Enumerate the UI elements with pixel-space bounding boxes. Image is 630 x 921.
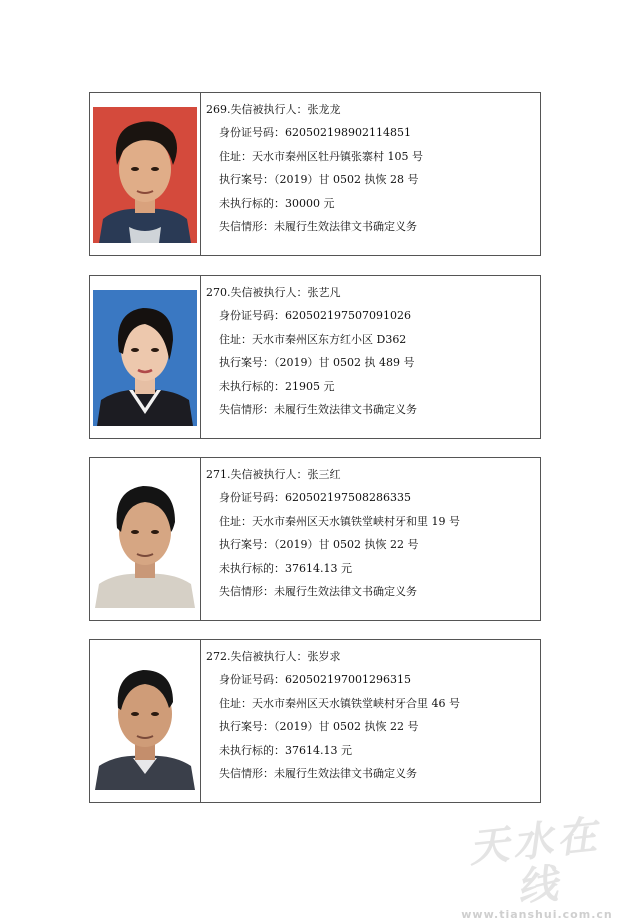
id-number: 身份证号码：620502197508286335	[219, 491, 411, 505]
id-number: 身份证号码：620502197001296315	[219, 673, 411, 687]
portrait-icon	[93, 654, 197, 790]
default-status: 失信情形：未履行生效法律文书确定义务	[219, 584, 417, 598]
unpaid-amount: 未执行标的：30000 元	[219, 196, 335, 210]
record-card	[89, 275, 541, 439]
person-photo	[93, 107, 197, 243]
watermark-logo: 天水在线	[466, 812, 603, 912]
unpaid-amount: 未执行标的：37614.13 元	[219, 561, 352, 575]
record-title: 269.失信被执行人：张龙龙	[206, 103, 341, 116]
portrait-icon	[93, 107, 197, 243]
case-number: 执行案号：（2019）甘 0502 执 489 号	[219, 356, 415, 370]
default-status: 失信情形：未履行生效法律文书确定义务	[219, 766, 417, 780]
address: 住址：天水市秦州区天水镇铁堂峡村牙和里 19 号	[219, 514, 460, 528]
record-title: 270.失信被执行人：张艺凡	[206, 286, 341, 299]
record-info	[206, 648, 460, 788]
address: 住址：天水市秦州区东方红小区 D362	[219, 332, 407, 346]
person-photo	[93, 290, 197, 426]
person-photo	[93, 472, 197, 608]
address: 住址：天水市秦州区天水镇铁堂峡村牙合里 46 号	[219, 696, 460, 710]
photo-cell	[90, 276, 201, 438]
record-info	[206, 466, 460, 606]
id-number: 身份证号码：620502197507091026	[219, 309, 411, 323]
photo-cell	[90, 458, 201, 620]
unpaid-amount: 未执行标的：37614.13 元	[219, 743, 352, 757]
default-status: 失信情形：未履行生效法律文书确定义务	[219, 402, 417, 416]
default-status: 失信情形：未履行生效法律文书确定义务	[219, 219, 417, 233]
portrait-icon	[93, 290, 197, 426]
photo-cell	[90, 640, 201, 802]
site-watermark	[452, 812, 622, 921]
case-number: 执行案号：（2019）甘 0502 执恢 22 号	[219, 720, 419, 734]
id-number: 身份证号码：620502198902114851	[219, 126, 411, 140]
case-number: 执行案号：（2019）甘 0502 执恢 22 号	[219, 538, 419, 552]
record-title: 272.失信被执行人：张岁求	[206, 650, 341, 663]
watermark-url: www.tianshui.com.cn	[461, 908, 613, 921]
record-title: 271.失信被执行人：张三红	[206, 468, 341, 481]
person-photo	[93, 654, 197, 790]
portrait-icon	[93, 472, 197, 608]
record-info	[206, 284, 417, 424]
photo-cell	[90, 93, 201, 255]
record-info	[206, 101, 423, 241]
record-card	[89, 639, 541, 803]
unpaid-amount: 未执行标的：21905 元	[219, 379, 335, 393]
record-card	[89, 92, 541, 256]
record-card	[89, 457, 541, 621]
case-number: 执行案号：（2019）甘 0502 执恢 28 号	[219, 173, 419, 187]
address: 住址：天水市秦州区牡丹镇张寨村 105 号	[219, 149, 423, 163]
